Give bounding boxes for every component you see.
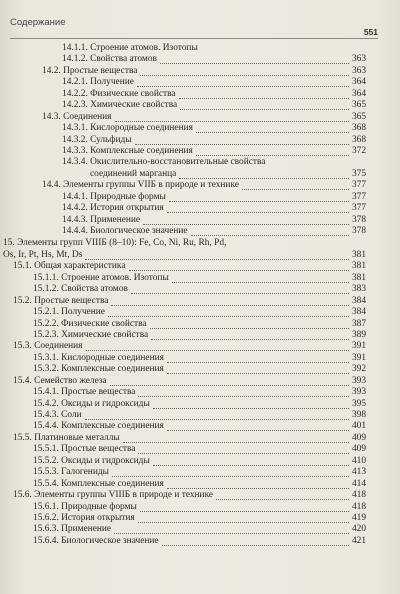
toc-entry-page: 413 [351, 467, 366, 478]
dot-leader [112, 476, 349, 477]
toc-entry-page: 393 [351, 387, 366, 398]
toc-entry [0, 123, 400, 134]
toc-entry-page: 393 [351, 375, 366, 386]
toc-entry [0, 180, 400, 191]
toc-entry-page: 398 [351, 410, 366, 420]
dot-leader [167, 488, 349, 489]
toc-entry-page: 364 [351, 88, 366, 99]
dot-leader [180, 109, 349, 110]
toc-entry [0, 399, 400, 410]
toc-entry-title: 14.3.1. Кислородные соединения [62, 123, 193, 134]
toc-entry [0, 490, 400, 501]
toc-entry-title: соединений марганца [90, 168, 177, 179]
toc-entry-title: 14.2.2. Физические свойства [62, 88, 176, 99]
toc-entry-title: 14.4. Элементы группы VIIБ в природе и технике [42, 180, 239, 191]
toc-entry-page: 378 [351, 214, 366, 225]
toc-entry [0, 307, 400, 318]
dot-leader [110, 385, 349, 386]
toc-entry [0, 387, 400, 398]
running-header [10, 10, 378, 39]
toc-entry [0, 89, 400, 100]
toc-entry [0, 376, 400, 387]
dot-leader [242, 189, 349, 190]
dot-leader [111, 305, 349, 306]
dot-leader [131, 293, 349, 294]
toc-entry [0, 146, 400, 157]
dot-leader [167, 430, 349, 431]
toc-entry [0, 273, 400, 284]
toc-entry-page: 418 [351, 490, 366, 501]
dot-leader [196, 155, 349, 156]
toc-entry-title: 15.2. Простые вещества [13, 295, 109, 306]
dot-leader [108, 316, 349, 317]
toc-entry [0, 77, 400, 88]
dot-leader [196, 132, 349, 133]
toc-entry [0, 203, 400, 214]
toc-entry-page: 365 [351, 111, 366, 122]
toc-entry-page: 378 [351, 226, 366, 236]
toc-entry-title: 15.6.1. Природные формы [33, 501, 137, 512]
toc-entry [0, 444, 400, 455]
toc-entry [0, 215, 400, 226]
toc-entry-title: 15.2.1. Получение [33, 307, 105, 318]
dot-leader [143, 224, 349, 225]
toc-entry [0, 524, 400, 535]
toc-entry-page: 363 [351, 65, 366, 76]
dot-leader [86, 350, 349, 351]
dot-leader [85, 419, 349, 420]
toc-entry-title: 14.2.3. Химические свойства [62, 100, 178, 111]
toc-entry-page: 384 [351, 307, 366, 318]
dot-leader [135, 144, 349, 145]
toc-entry-title: 14.4.4. Биологическое значение [62, 226, 188, 236]
toc-entry [0, 536, 400, 547]
toc-entry-page: 395 [351, 398, 366, 409]
toc-entry [0, 135, 400, 146]
toc-entry-page: 409 [351, 432, 366, 443]
toc-entry-page: 387 [351, 318, 366, 329]
toc-entry-page: 420 [351, 524, 366, 535]
toc-entry-title: 15.4.1. Простые вещества [33, 387, 136, 398]
toc-entry-title: 15.2.2. Физические свойства [33, 318, 147, 329]
toc-entry [0, 319, 400, 330]
toc-entry [0, 112, 400, 123]
toc-entry-page: 368 [351, 123, 366, 134]
toc-entry-page: 418 [351, 501, 366, 512]
toc-entry-title: 15.6. Элементы группы VIIIБ в природе и технике [13, 490, 214, 501]
toc-entry [0, 192, 400, 203]
toc-entry-title: 14.3.2. Сульфиды [62, 134, 132, 145]
dot-leader [140, 511, 349, 512]
header-section-title: Содержание [10, 17, 66, 28]
toc-entry-title: 15.5.1. Простые вещества [33, 444, 136, 455]
toc-entry-title: 15.3.2. Комплексные соединения [33, 364, 164, 375]
dot-leader [167, 373, 349, 374]
toc-entry [0, 479, 400, 490]
toc-entry [0, 226, 400, 237]
toc-entry [0, 353, 400, 364]
toc-entry-page: 419 [351, 512, 366, 523]
toc-entry [0, 157, 400, 168]
toc-entry [0, 296, 400, 307]
toc-entry-title: 15.4.2. Оксиды и гидроксиды [33, 398, 150, 409]
toc-entry-page: 414 [351, 478, 366, 489]
toc-entry-page: 375 [351, 168, 366, 179]
toc-entry-page: 377 [351, 203, 366, 214]
toc-entry-title: 15.6.3. Применение [33, 524, 112, 535]
dot-leader [216, 499, 349, 500]
toc-entry [0, 238, 400, 249]
toc-entry-page: 391 [351, 352, 366, 363]
toc-entry-page: 363 [351, 54, 366, 65]
toc-entry [0, 100, 400, 111]
toc-entry [0, 169, 400, 180]
toc-entry [0, 250, 400, 261]
toc-entry-page: 368 [351, 134, 366, 145]
dot-leader [129, 270, 349, 271]
toc-entry-title: 14.4.3. Применение [62, 214, 141, 225]
toc-entry [0, 467, 400, 478]
toc-entry [0, 54, 400, 65]
toc-entry [0, 456, 400, 467]
toc-entry-page: 401 [351, 421, 366, 432]
dot-leader [167, 212, 349, 213]
toc-entry-title: 14.3.3. Комплексные соединения [62, 145, 193, 156]
dot-leader [85, 259, 349, 260]
dot-leader [138, 453, 349, 454]
dot-leader [138, 522, 349, 523]
toc-entry-page: 392 [351, 364, 366, 375]
toc-entry-title: 15.4. Семейство железа [13, 375, 107, 386]
dot-leader [169, 201, 349, 202]
toc-entry-title: 14.4.1. Природные формы [62, 191, 166, 202]
toc-entry-title: 15.4.4. Комплексные соединения [33, 421, 164, 432]
toc-entry-title: 15.2.3. Химические свойства [33, 329, 149, 340]
dot-leader [167, 362, 349, 363]
toc-entry-title: 14.2. Простые вещества [42, 65, 138, 76]
toc-entry [0, 341, 400, 352]
toc-entry-title: 15.4.3. Соли [33, 410, 82, 420]
toc-entry-page: 364 [351, 77, 366, 88]
toc-entry-page: 421 [351, 535, 366, 546]
toc-entry-page: 372 [351, 145, 366, 156]
dot-leader [160, 63, 349, 64]
toc-entry [0, 513, 400, 524]
toc-entry [0, 364, 400, 375]
dot-leader [151, 339, 349, 340]
dot-leader [172, 282, 349, 283]
toc-entry-title: Os, Ir, Pt, Hs, Mt, Ds [3, 249, 83, 260]
dot-leader [179, 178, 349, 179]
toc-entry-title: 14.3.4. Окислительно-восстановительные свойства [62, 157, 266, 168]
table-of-contents [0, 43, 400, 547]
dot-leader [179, 98, 349, 99]
dot-leader [150, 328, 349, 329]
toc-entry-title: 15.5.2. Оксиды и гидроксиды [33, 455, 150, 466]
toc-entry-page: 381 [351, 272, 366, 283]
toc-entry [0, 421, 400, 432]
toc-entry-title: 15.1.2. Свойства атомов [33, 284, 128, 295]
toc-entry-title: 15.1.1. Строение атомов. Изотопы [33, 272, 169, 283]
dot-leader [114, 533, 349, 534]
toc-entry-title: 14.1.1. Строение атомов. Изотопы [62, 43, 198, 53]
dot-leader [162, 545, 349, 546]
dot-leader [123, 442, 349, 443]
dot-leader [137, 86, 349, 87]
toc-entry [0, 284, 400, 295]
toc-entry-page: 381 [351, 261, 366, 272]
toc-entry-page: 377 [351, 191, 366, 202]
toc-entry [0, 66, 400, 77]
dot-leader [153, 465, 349, 466]
toc-entry-page: 383 [351, 284, 366, 295]
dot-leader [191, 235, 349, 236]
toc-entry-page: 384 [351, 295, 366, 306]
toc-entry-title: 15.5.3. Галогениды [33, 467, 109, 478]
toc-entry-title: 15.6.2. История открытия [33, 512, 135, 523]
toc-entry [0, 261, 400, 272]
toc-entry-page: 389 [351, 329, 366, 340]
toc-entry-page: 409 [351, 444, 366, 455]
toc-entry-title: 15.5.4. Комплексные соединения [33, 478, 164, 489]
toc-entry-page: 381 [351, 249, 366, 260]
toc-entry [0, 43, 400, 54]
toc-entry-page: 365 [351, 100, 366, 111]
toc-entry-title: 15.1. Общая характеристика [13, 261, 126, 272]
toc-entry-title: 15.3.1. Кислородные соединения [33, 352, 164, 363]
header-page-number: 551 [363, 27, 378, 37]
toc-entry [0, 433, 400, 444]
toc-entry-page: 377 [351, 180, 366, 191]
dot-leader [153, 408, 349, 409]
toc-entry [0, 410, 400, 421]
toc-entry-page: 391 [351, 341, 366, 352]
toc-entry [0, 502, 400, 513]
toc-entry-title: 15. Элементы групп VIIIБ (8–10): Fe, Co, Ni, Ru, Rh, Pd, [3, 238, 227, 249]
toc-entry-title: 15.6.4. Биологическое значение [33, 535, 159, 546]
dot-leader [115, 121, 349, 122]
toc-entry-title: 14.1.2. Свойства атомов [62, 54, 157, 65]
toc-entry-title: 14.4.2. История открытия [62, 203, 164, 214]
toc-entry-title: 15.3. Соединения [13, 341, 83, 352]
toc-entry-title: 15.5. Платиновые металлы [13, 432, 120, 443]
toc-entry [0, 330, 400, 341]
toc-entry-title: 14.2.1. Получение [62, 77, 134, 88]
dot-leader [138, 396, 349, 397]
toc-entry-page: 410 [351, 455, 366, 466]
toc-entry-title: 14.3. Соединения [42, 111, 112, 122]
dot-leader [140, 75, 349, 76]
